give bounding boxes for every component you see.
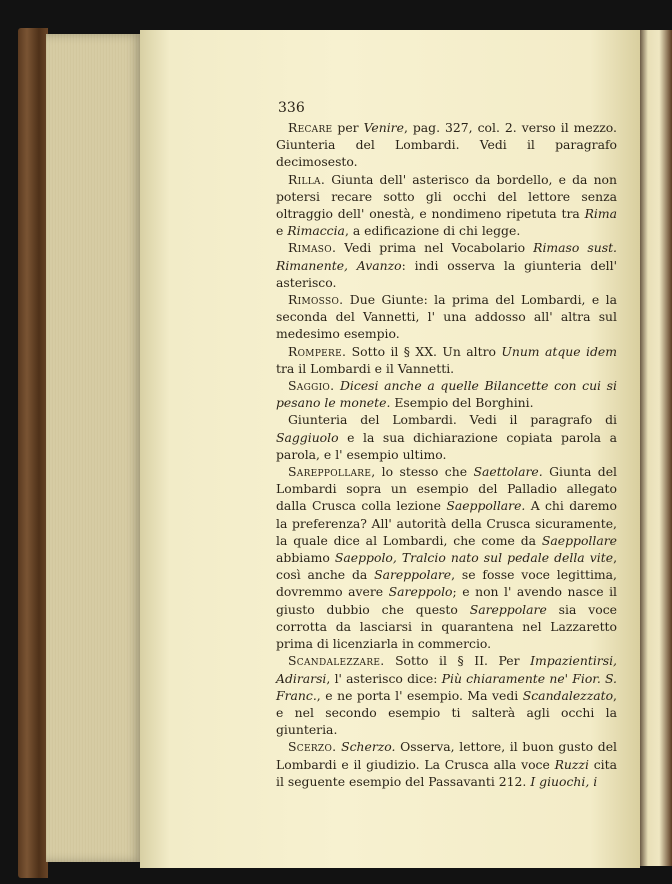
entry-text: I giuochi, i <box>530 773 598 789</box>
dictionary-entry <box>276 652 617 738</box>
entry-text: Sareppolo <box>388 584 453 600</box>
entry-text: abbiamo <box>276 550 335 566</box>
entry-text: Più chiaramente ne' Fior. S. Franc. <box>276 670 618 703</box>
dictionary-entry <box>276 738 617 790</box>
entry-text: Rimaso sust. Rimanente, Avanzo <box>276 240 617 273</box>
entry-headword: Scandalezzare. <box>288 653 385 669</box>
entry-text: per <box>332 120 364 135</box>
dictionary-entry <box>276 377 617 411</box>
entry-text: e la sua dichiarazione copiata parola a parola, e l' esempio ultimo. <box>276 429 617 462</box>
entry-text: , e nel secondo esempio ti salterà agli occhi la giunteria. <box>276 687 617 738</box>
entry-headword: Saggio. <box>288 378 335 394</box>
entry-text: Vedi prima nel Vocabolario <box>336 240 534 256</box>
entry-text: , e ne porta l' esempio. Ma vedi <box>316 687 523 703</box>
entry-text: Rimaccia <box>287 223 345 239</box>
entry-text: , l' asterisco dice: <box>326 670 442 686</box>
entry-text: Giunta del Lombardi sopra un esempio del Palladio allegato dalla Crusca colla lezione <box>276 464 618 514</box>
entry-headword: Sareppollare <box>288 464 372 480</box>
entry-text: Venire <box>363 120 404 135</box>
entry-text: Sotto il § II. Per <box>384 653 531 669</box>
dictionary-entry <box>276 171 617 240</box>
entry-text: , lo stesso che <box>371 464 474 480</box>
entry-text: : indi osserva la giunteria dell' asterisco. <box>276 257 617 290</box>
entry-text: , se fosse voce legittima, dovremmo avere <box>276 567 617 600</box>
entry-text: tra il Lombardi e il Vannetti. <box>276 360 455 376</box>
book-cover-edge <box>18 28 48 878</box>
entry-headword: Rilla. <box>288 171 326 187</box>
entry-text: A chi daremo la preferenza? All' autorità della Crusca sicuramente, la quale dice al Lombardi, che come da <box>276 498 617 548</box>
entry-text: e <box>276 223 288 239</box>
entry-text: , così anche da <box>276 550 618 583</box>
entry-text: Impazientirsi, Adirarsi <box>276 653 617 686</box>
dictionary-entry <box>276 411 617 463</box>
entry-text: Saggiuolo <box>276 429 339 445</box>
dictionary-entry <box>276 343 617 377</box>
entry-text: Scherzo. <box>341 739 396 755</box>
entry-headword: Rimaso. <box>288 240 337 256</box>
dictionary-entry <box>276 463 617 652</box>
entry-text: Giunteria del Lombardi. Vedi il paragrafo di <box>288 412 617 428</box>
page-number: 336 <box>278 100 305 116</box>
entry-text: Due Giunte: la prima del Lombardi, e la seconda del Vannetti, l' una addosso all' altra sul medesimo esempio. <box>276 292 617 342</box>
entry-headword: Rompere. <box>288 343 347 359</box>
entry-text: Saeppollare <box>541 532 617 548</box>
entry-text: ; e non l' avendo nasce il giusto dubbio che questo <box>276 584 617 617</box>
entry-text: Saettolare. <box>473 464 543 480</box>
entry-text: Ruzzi <box>554 756 589 772</box>
entry-text: Osserva, lettore, il buon gusto del Lombardi e il giudizio. La Crusca alla voce <box>276 739 617 772</box>
entry-text: Sareppolare <box>374 567 452 583</box>
entry-text: Saeppollare. <box>446 498 526 514</box>
entry-text: Giunta dell' asterisco da bordello, e da non potersi recare sotto gli occhi del lettore senza oltraggio dell' onestà, e nondimeno ripetuta tra <box>276 171 617 222</box>
entry-text: sia voce corrotta da lasciarsi in quarantena nel Lazzaretto prima di licenziarla in commercio. <box>276 601 617 652</box>
facing-page-edge <box>640 30 672 866</box>
entry-headword: Rimosso. <box>288 292 344 308</box>
entry-text: Rima <box>584 206 617 222</box>
entry-text: cita il seguente esempio del Passavanti 212. <box>276 756 617 789</box>
entry-text: Sareppolare <box>469 601 547 617</box>
page-stack-edges <box>46 34 142 862</box>
dictionary-entry <box>276 239 617 291</box>
entry-text: , a edificazione di chi legge. <box>344 223 521 239</box>
entry-headword: Scerzo. <box>288 739 337 755</box>
entry-text: Unum atque idem <box>501 343 617 359</box>
entry-text: Dicesi anche a quelle Bilancette con cui si pesano le monete. <box>276 378 617 411</box>
dictionary-entry <box>276 291 617 343</box>
entry-headword: Recare <box>288 120 333 135</box>
dictionary-entry <box>276 119 617 171</box>
entry-text: Scandalezzato <box>522 687 614 703</box>
page-text <box>276 119 617 790</box>
entry-text: Sotto il § XX. Un altro <box>346 343 502 359</box>
entry-text: , pag. 327, col. 2. verso il mezzo. Giunteria del Lombardi. Vedi il paragrafo decimosesto. <box>276 120 617 170</box>
entry-text: Esempio del Borghini. <box>390 395 534 411</box>
entry-text: Saeppolo, Tralcio nato sul pedale della vite <box>334 550 614 566</box>
